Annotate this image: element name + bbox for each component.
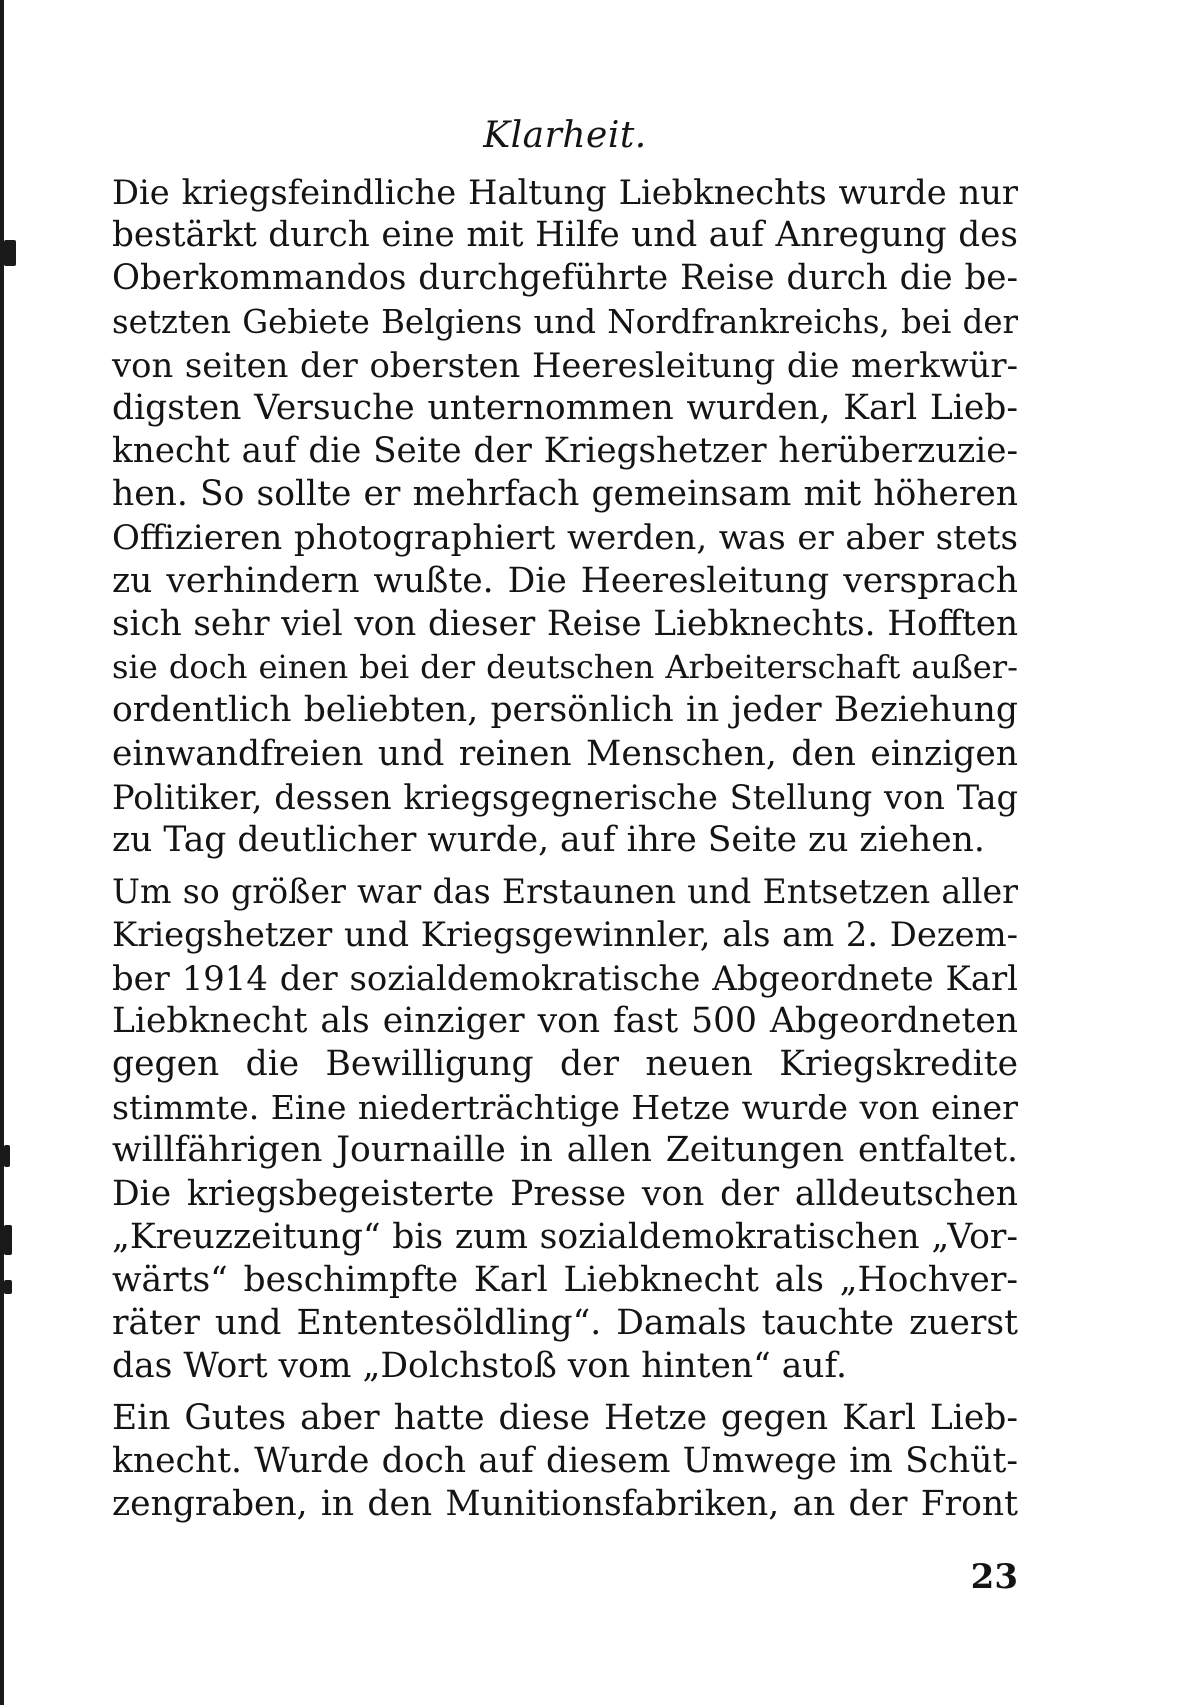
paragraph [112,1397,1018,1527]
text-line: zengraben, in den Munitionsfabriken, an der Front [112,1484,1018,1525]
text-line: Offizieren photographiert werden, was er aber stets [112,517,1018,558]
text-line: knecht auf die Seite der Kriegshetzer herüberzuzie- [112,431,1018,472]
text-line: hen. So sollte er mehrfach gemeinsam mit höheren [112,474,1018,515]
text-line: räter und Ententesöldling“. Damals tauchte zuerst [112,1303,1018,1344]
text-line: Liebknecht als einziger von fast 500 Abgeordneten [112,1000,1018,1041]
text-line: sich sehr viel von dieser Reise Liebknechts. Hofften [112,604,1018,645]
running-head: Klarheit. [483,115,647,156]
text-line: Die kriegsfeindliche Haltung Liebknechts wurde nur [112,173,1018,212]
body-text [112,171,1018,1534]
text-line: bestärkt durch eine mit Hilfe und auf Anregung des [112,215,1018,256]
text-line: ordentlich beliebten, persönlich in jeder Beziehung [112,690,1018,731]
scan-speck [4,240,16,266]
text-line: stimmte. Eine niederträchtige Hetze wurde von einer [112,1088,1018,1128]
scan-speck [4,1225,12,1255]
text-line: zu Tag deutlicher wurde, auf ihre Seite zu ziehen. [112,820,985,861]
scan-speck [4,1145,10,1167]
text-line: von seiten der obersten Heeresleitung die merkwür- [112,345,1018,385]
text-line: ber 1914 der sozialdemokratische Abgeordnete Karl [112,958,1018,998]
text-line: Oberkommandos durchgeführte Reise durch die be- [112,258,1018,299]
text-line: einwandfreien und reinen Menschen, den einzigen [112,733,1018,774]
paragraph [112,171,1018,862]
text-line: zu verhindern wußte. Die Heeresleitung versprach [112,560,1018,601]
text-line: setzten Gebiete Belgiens und Nordfrankreichs, bei der [112,302,1018,341]
text-line: Ein Gutes aber hatte diese Hetze gegen Karl Lieb- [112,1397,1018,1438]
text-line: Kriegshetzer und Kriegsgewinnler, als am 2. Dezem- [112,915,1018,955]
text-line: gegen die Bewilligung der neuen Kriegskredite [112,1044,1018,1085]
text-line: das Wort vom „Dolchstoß von hinten“ auf. [112,1346,848,1387]
text-line: Um so größer war das Erstaunen und Entsetzen aller [112,872,1018,912]
text-line: knecht. Wurde doch auf diesem Umwege im Schüt- [112,1440,1018,1481]
text-line: wärts“ beschimpfte Karl Liebknecht als „Hochver- [112,1260,1018,1301]
text-line: „Kreuzzeitung“ bis zum sozialdemokratischen „Vor- [112,1216,1018,1257]
text-line: willfährigen Journaille in allen Zeitungen entfaltet. [112,1130,1018,1171]
text-line: sie doch einen bei der deutschen Arbeiterschaft außer- [112,648,1018,687]
paragraph [112,870,1018,1388]
page-number: 23 [970,1557,1018,1597]
scan-speck [4,1280,12,1294]
text-line: digsten Versuche unternommen wurden, Karl Lieb- [112,388,1018,429]
text-line: Politiker, dessen kriegsgegnerische Stellung von Tag [112,777,1018,817]
text-line: Die kriegsbegeisterte Presse von der alldeutschen [112,1173,1018,1214]
